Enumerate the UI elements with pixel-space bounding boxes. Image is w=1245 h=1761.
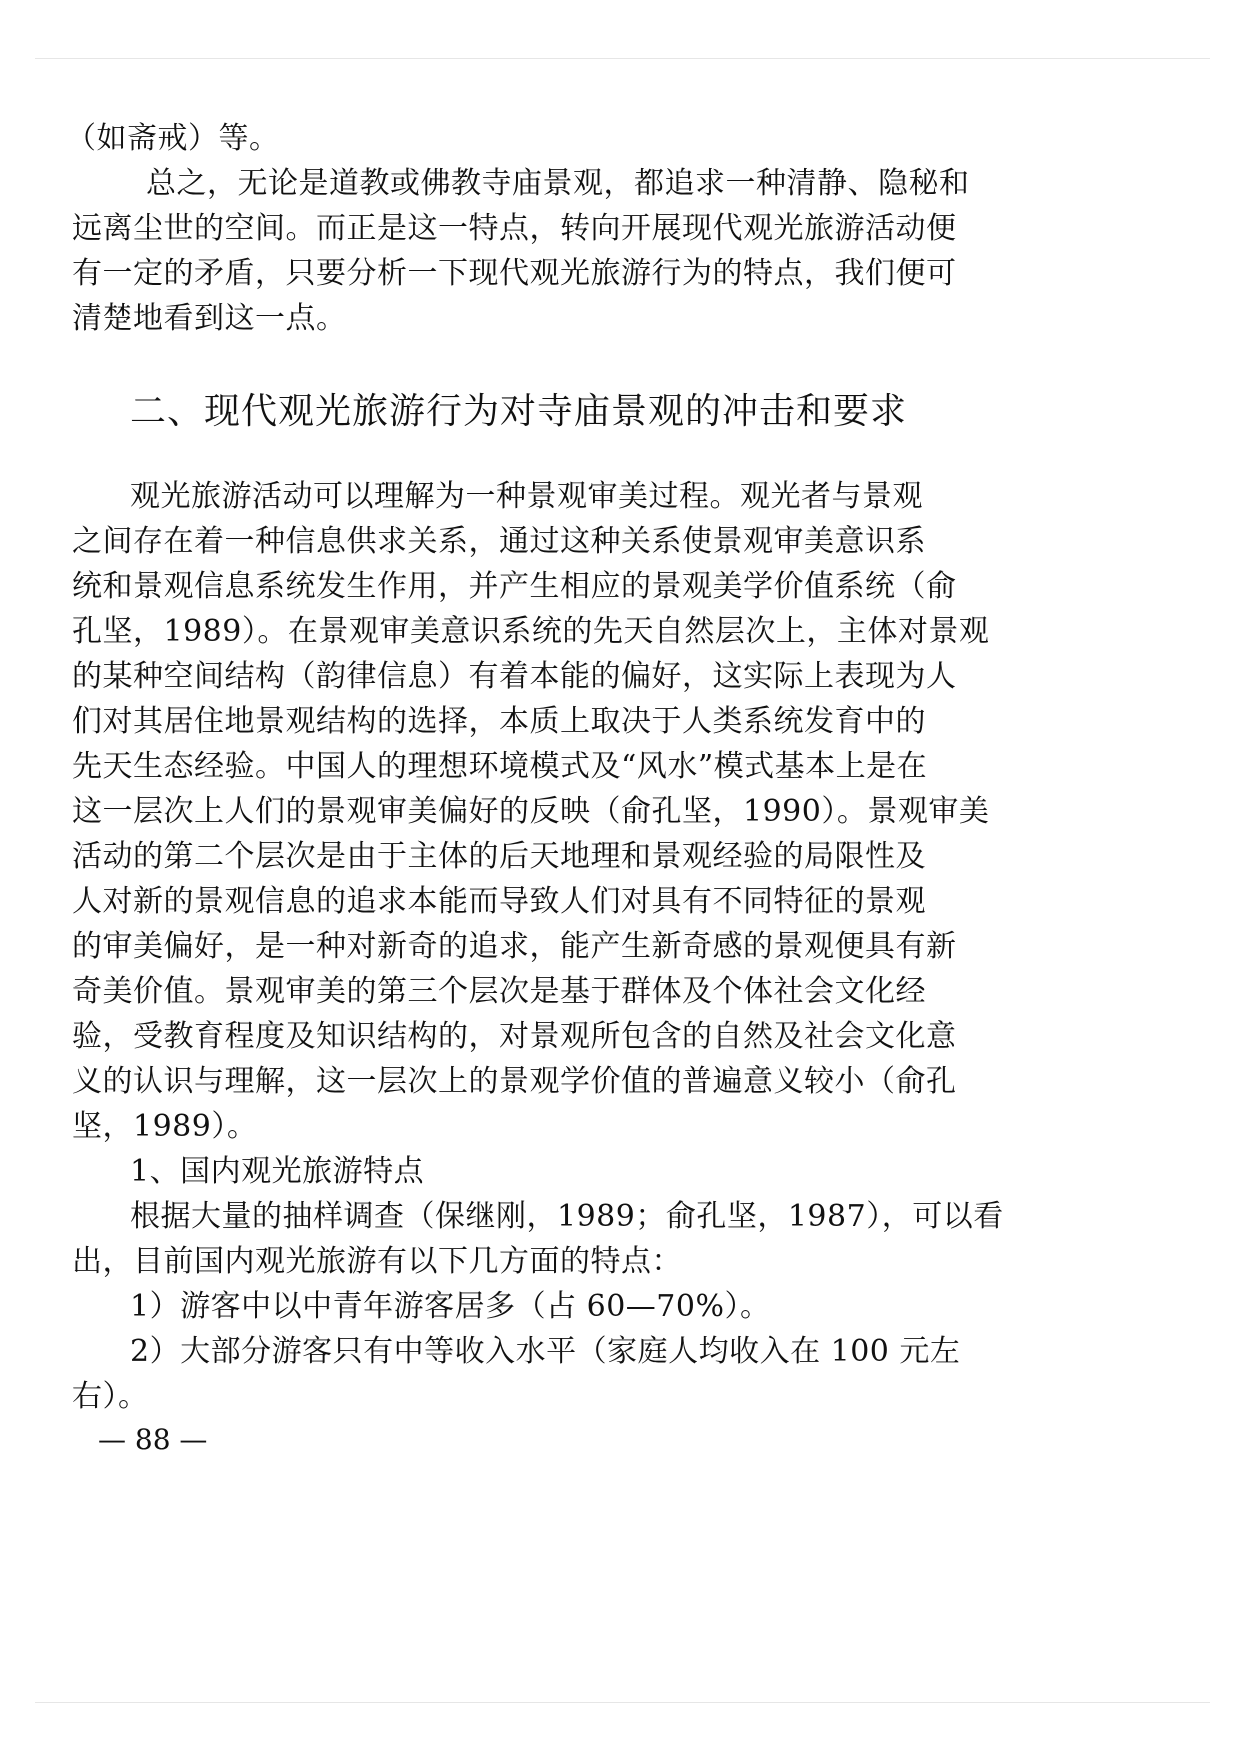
text-line: 统和景观信息系统发生作用，并产生相应的景观美学价值系统（俞	[72, 569, 957, 604]
text-line: （如斋戒）等。	[66, 121, 280, 156]
text-line: 验，受教育程度及知识结构的，对景观所包含的自然及社会文化意	[72, 1019, 957, 1054]
section-heading: 二、现代观光旅游行为对寺庙景观的冲击和要求	[130, 391, 908, 432]
list-item: 2）大部分游客只有中等收入水平（家庭人均收入在 100 元左	[130, 1334, 961, 1369]
text-line: 远离尘世的空间。而正是这一特点，转向开展现代观光旅游活动便	[72, 211, 957, 246]
text-line: 的某种空间结构（韵律信息）有着本能的偏好，这实际上表现为人	[72, 659, 957, 694]
bottom-divider	[35, 1702, 1210, 1703]
text-line: 观光旅游活动可以理解为一种景观审美过程。观光者与景观	[130, 479, 923, 514]
text-line: 这一层次上人们的景观审美偏好的反映（俞孔坚，1990）。景观审美	[72, 794, 990, 829]
text-line: 活动的第二个层次是由于主体的后天地理和景观经验的局限性及	[72, 839, 926, 874]
text-line: 坚，1989）。	[72, 1109, 258, 1144]
list-item: 1）游客中以中青年游客居多（占 60—70%）。	[130, 1289, 771, 1324]
text-line: 奇美价值。景观审美的第三个层次是基于群体及个体社会文化经	[72, 974, 926, 1009]
text-line: 孔坚，1989）。在景观审美意识系统的先天自然层次上，主体对景观	[72, 614, 990, 649]
top-divider	[35, 58, 1210, 59]
text-line: 之间存在着一种信息供求关系，通过这种关系使景观审美意识系	[72, 524, 926, 559]
text-line: 根据大量的抽样调查（保继刚，1989；俞孔坚，1987），可以看	[130, 1199, 1004, 1234]
text-line: 先天生态经验。中国人的理想环境模式及“风水”模式基本上是在	[72, 749, 928, 784]
text-line: 有一定的矛盾，只要分析一下现代观光旅游行为的特点，我们便可	[72, 256, 957, 291]
text-line: 人对新的景观信息的追求本能而导致人们对具有不同特征的景观	[72, 884, 926, 919]
text-line: 的审美偏好，是一种对新奇的追求，能产生新奇感的景观便具有新	[72, 929, 957, 964]
text-line: 清楚地看到这一点。	[72, 301, 347, 336]
subheading: 1、国内观光旅游特点	[130, 1154, 425, 1189]
text-line: 们对其居住地景观结构的选择，本质上取决于人类系统发育中的	[72, 704, 926, 739]
text-line: 总之，无论是道教或佛教寺庙景观，都追求一种清静、隐秘和	[146, 166, 970, 201]
text-line: 出，目前国内观光旅游有以下几方面的特点：	[72, 1244, 682, 1279]
text-line: 右）。	[72, 1379, 149, 1414]
text-line: 义的认识与理解，这一层次上的景观学价值的普遍意义较小（俞孔	[72, 1064, 957, 1099]
page-number: — 88 —	[98, 1423, 208, 1456]
